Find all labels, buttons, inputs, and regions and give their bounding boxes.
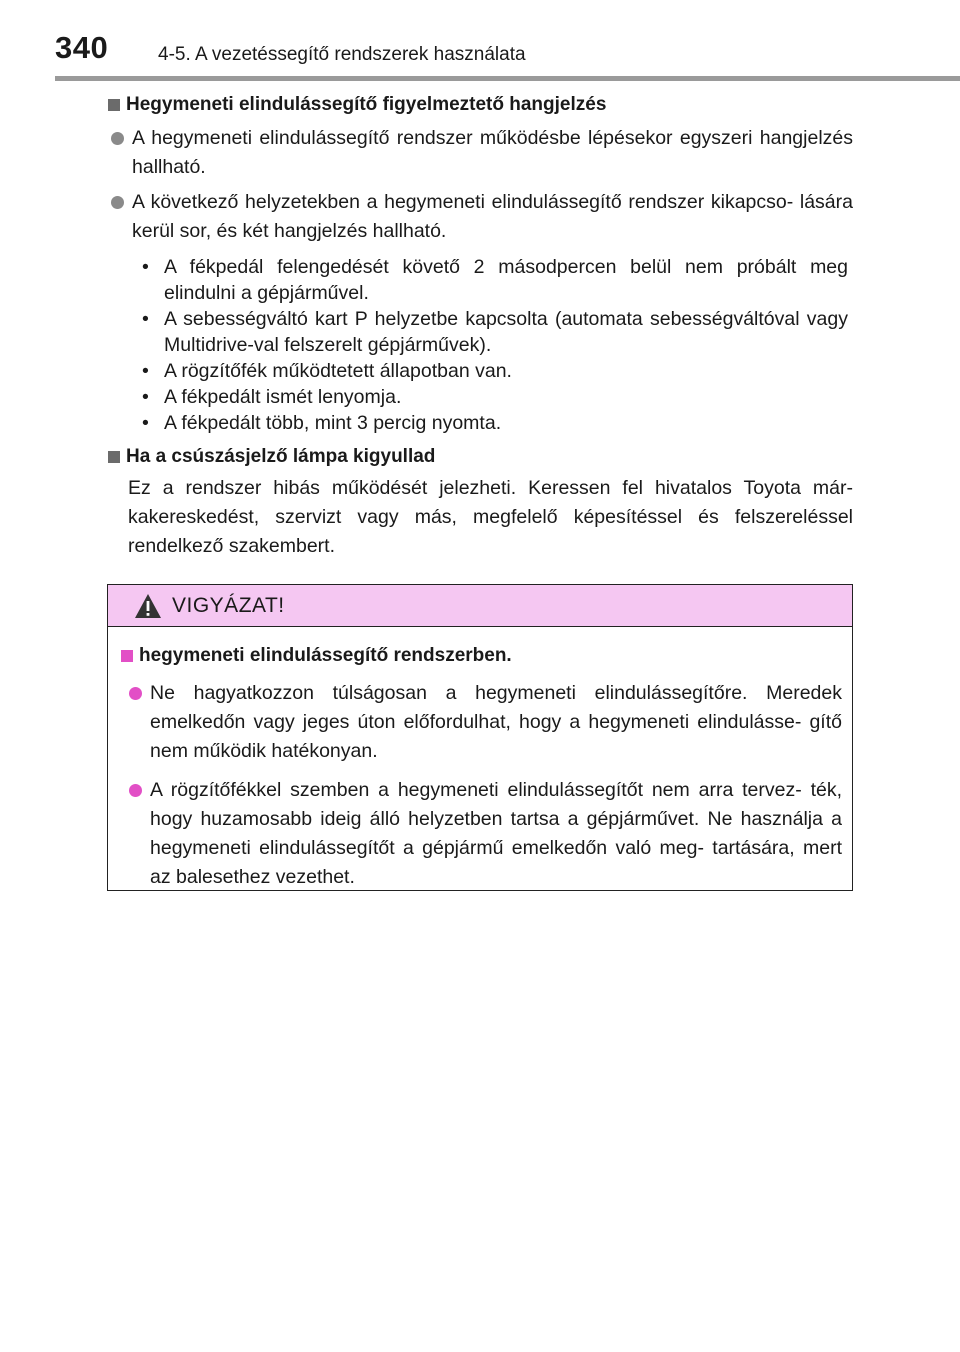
dot-bullet-icon: • [142, 256, 149, 278]
caution-text: Ne hagyatkozzon túlságosan a hegymeneti elindulássegítőre. Meredek emelkedőn vagy jeges úton előfordulhat, hogy a hegymeneti elindulásse- gítő nem működik hatékonyan. [150, 682, 842, 762]
condition-text: A fékpedál felengedését követő 2 másodpercen belül nem próbált meg elindulni a gépjárművel. [164, 256, 848, 304]
condition-text: A fékpedált több, mint 3 percig nyomta. [164, 412, 502, 434]
condition-text: A rögzítőfék működtetett állapotban van. [164, 360, 512, 382]
circle-bullet-icon [129, 784, 142, 797]
circle-bullet-icon [129, 687, 142, 700]
caution-box [107, 584, 853, 891]
bullet-text: A hegymeneti elindulássegítő rendszer működésbe lépésekor egyszeri hangjelzés hallható. [132, 127, 853, 178]
page-number: 340 [55, 30, 109, 65]
list-item [108, 188, 853, 246]
section-heading-text: Ha a csúszásjelző lámpa kigyullad [126, 446, 436, 467]
list-item [142, 384, 848, 410]
list-item [142, 358, 848, 384]
section-heading-slip-indicator [108, 444, 853, 470]
square-bullet-icon [108, 451, 120, 463]
circle-bullet-icon [111, 132, 124, 145]
caution-body [108, 627, 852, 892]
dot-bullet-icon: • [142, 360, 149, 382]
caution-heading-text: hegymeneti elindulássegítő rendszerben. [139, 645, 512, 666]
caution-title: VIGYÁZAT! [172, 593, 285, 617]
list-item [121, 679, 842, 766]
circle-bullet-icon [111, 196, 124, 209]
list-item [142, 410, 848, 436]
condition-list [108, 254, 848, 436]
main-content [108, 92, 853, 561]
list-item [142, 254, 848, 306]
dot-bullet-icon: • [142, 412, 149, 434]
slip-indicator-paragraph: Ez a rendszer hibás működését jelezheti. Keressen fel hivatalos Toyota már- kakereskedést, szervizt vagy más, megfelelő képesítéssel és felszereléssel rendelkező szakembert. [128, 477, 853, 557]
list-item [142, 306, 848, 358]
caution-heading [121, 643, 842, 669]
square-bullet-icon [121, 650, 133, 662]
dot-bullet-icon: • [142, 386, 149, 408]
list-item [121, 776, 842, 892]
condition-text: A sebességváltó kart P helyzetbe kapcsolta (automata sebességváltóval vagy Multidrive-val felszerelt gépjárművek). [164, 308, 848, 356]
dot-bullet-icon: • [142, 308, 149, 330]
header-divider [55, 76, 960, 81]
list-item [108, 124, 853, 182]
square-bullet-icon [108, 99, 120, 111]
caution-header [108, 585, 852, 627]
condition-text: A fékpedált ismét lenyomja. [164, 386, 402, 408]
caution-text: A rögzítőfékkel szemben a hegymeneti elindulássegítőt nem arra tervez- ték, hogy huzamosabb ideig álló helyzetben tartsa a gépjárművet. Ne használja a hegymeneti elindulássegítőt a gépjármű emelkedőn való meg- tartására, mert az balesethez vezethet. [150, 779, 842, 888]
chapter-title: 4-5. A vezetéssegítő rendszerek használata [158, 44, 526, 65]
warning-triangle-icon [134, 593, 162, 619]
bullet-text: A következő helyzetekben a hegymeneti elindulássegítő rendszer kikapcso- lására kerül sor, és két hangjelzés hallható. [132, 191, 853, 242]
section-heading-text: Hegymeneti elindulássegítő figyelmeztető hangjelzés [126, 94, 607, 115]
section-heading-hill-start-beep [108, 92, 853, 118]
